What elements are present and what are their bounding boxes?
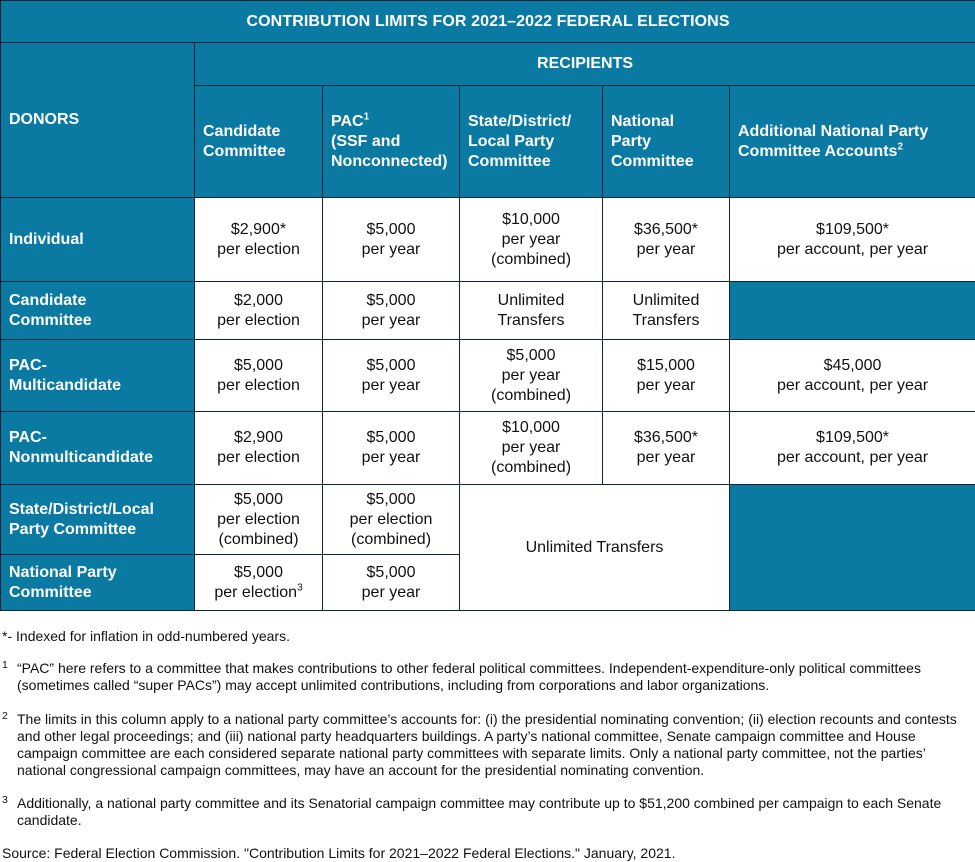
table-row [1,412,975,485]
table-cell: $5,000 per year [323,198,460,282]
row-header-state-local-party: State/District/Local Party Committee [1,485,195,555]
footnote-text: “PAC” here refers to a committee that makes contributions to other federal political committees. Independent-expenditure-only political committees (sometimes called “super PACs”) may accept unlimited contributions, including from corporations and labor organizations. [17,660,921,693]
footnote-marker: 1 [2,659,8,671]
table-cell: $109,500* per account, per year [730,198,975,282]
row-header-national-party: National Party Committee [1,555,195,611]
table-cell: $2,900* per election [195,198,323,282]
footnote-text: Additionally, a national party committee and its Senatorial campaign committee may contribute up to $51,200 combined per campaign to each Senate candidate. [17,795,942,828]
table-row [1,282,975,340]
table-cell: $5,000 per year [323,340,460,412]
table-cell: $5,000 per election (combined) [195,485,323,555]
table-cell: $2,000 per election [195,282,323,340]
row-header-pac-nonmulticandidate: PAC- Nonmulticandidate [1,412,195,485]
table-cell: $5,000 per election [195,340,323,412]
table-cell: $5,000 per year [323,282,460,340]
table-title: CONTRIBUTION LIMITS FOR 2021–2022 FEDERAL ELECTIONS [1,1,975,43]
table-cell: $36,500* per year [603,198,730,282]
row-header-candidate-committee: Candidate Committee [1,282,195,340]
footnote-marker: 2 [2,710,8,722]
footnote-text: The limits in this column apply to a national party committee’s accounts for: (i) the presidential nominating convention; (ii) election recounts and contests and other legal proceedings; and (iii) national party headquarters buildings. A party’s national committee, Senate campaign committee and House campaign committee are each considered separate national party committees with separate limits. Only a national party committee, not the parties’ national congressional campaign committees, may have an account for the presidential nominating convention. [17,711,957,778]
row-header-individual: Individual [1,198,195,282]
table-cell: $45,000 per account, per year [730,340,975,412]
donors-header: DONORS [1,43,195,198]
empty-cell [730,485,975,611]
column-header-state-local-party: State/District/ Local Party Committee [460,86,603,198]
row-header-pac-multicandidate: PAC- Multicandidate [1,340,195,412]
empty-cell [730,282,975,340]
table-cell: $2,900 per election [195,412,323,485]
table-row [1,485,975,555]
table-row [1,198,975,282]
table-cell: Unlimited Transfers [603,282,730,340]
footnote-marker: 3 [2,794,8,806]
table-cell: $10,000 per year (combined) [460,198,603,282]
table-cell: $5,000 per year [323,412,460,485]
table-cell: $10,000 per year (combined) [460,412,603,485]
column-header-national-party: National Party Committee [603,86,730,198]
column-header-additional-accounts: Additional National Party Committee Accounts$^2$ [730,86,975,198]
table-cell: $5,000 per year [323,555,460,611]
table-cell: $5,000 per election$^3$ [195,555,323,611]
table-cell: $36,500* per year [603,412,730,485]
column-header-pac: PAC$^1$ (SSF and Nonconnected) [323,86,460,198]
recipients-header: RECIPIENTS [195,43,975,86]
table-row [1,340,975,412]
table-cell: Unlimited Transfers [460,282,603,340]
footnote-text: *- Indexed for inflation in odd-numbered years. [2,628,290,644]
table-cell: $15,000 per year [603,340,730,412]
table-cell: $5,000 per election (combined) [323,485,460,555]
table-cell: $109,500* per account, per year [730,412,975,485]
unlimited-transfers-cell: Unlimited Transfers [460,485,730,611]
table-cell: $5,000 per year (combined) [460,340,603,412]
column-header-candidate-committee: Candidate Committee [195,86,323,198]
